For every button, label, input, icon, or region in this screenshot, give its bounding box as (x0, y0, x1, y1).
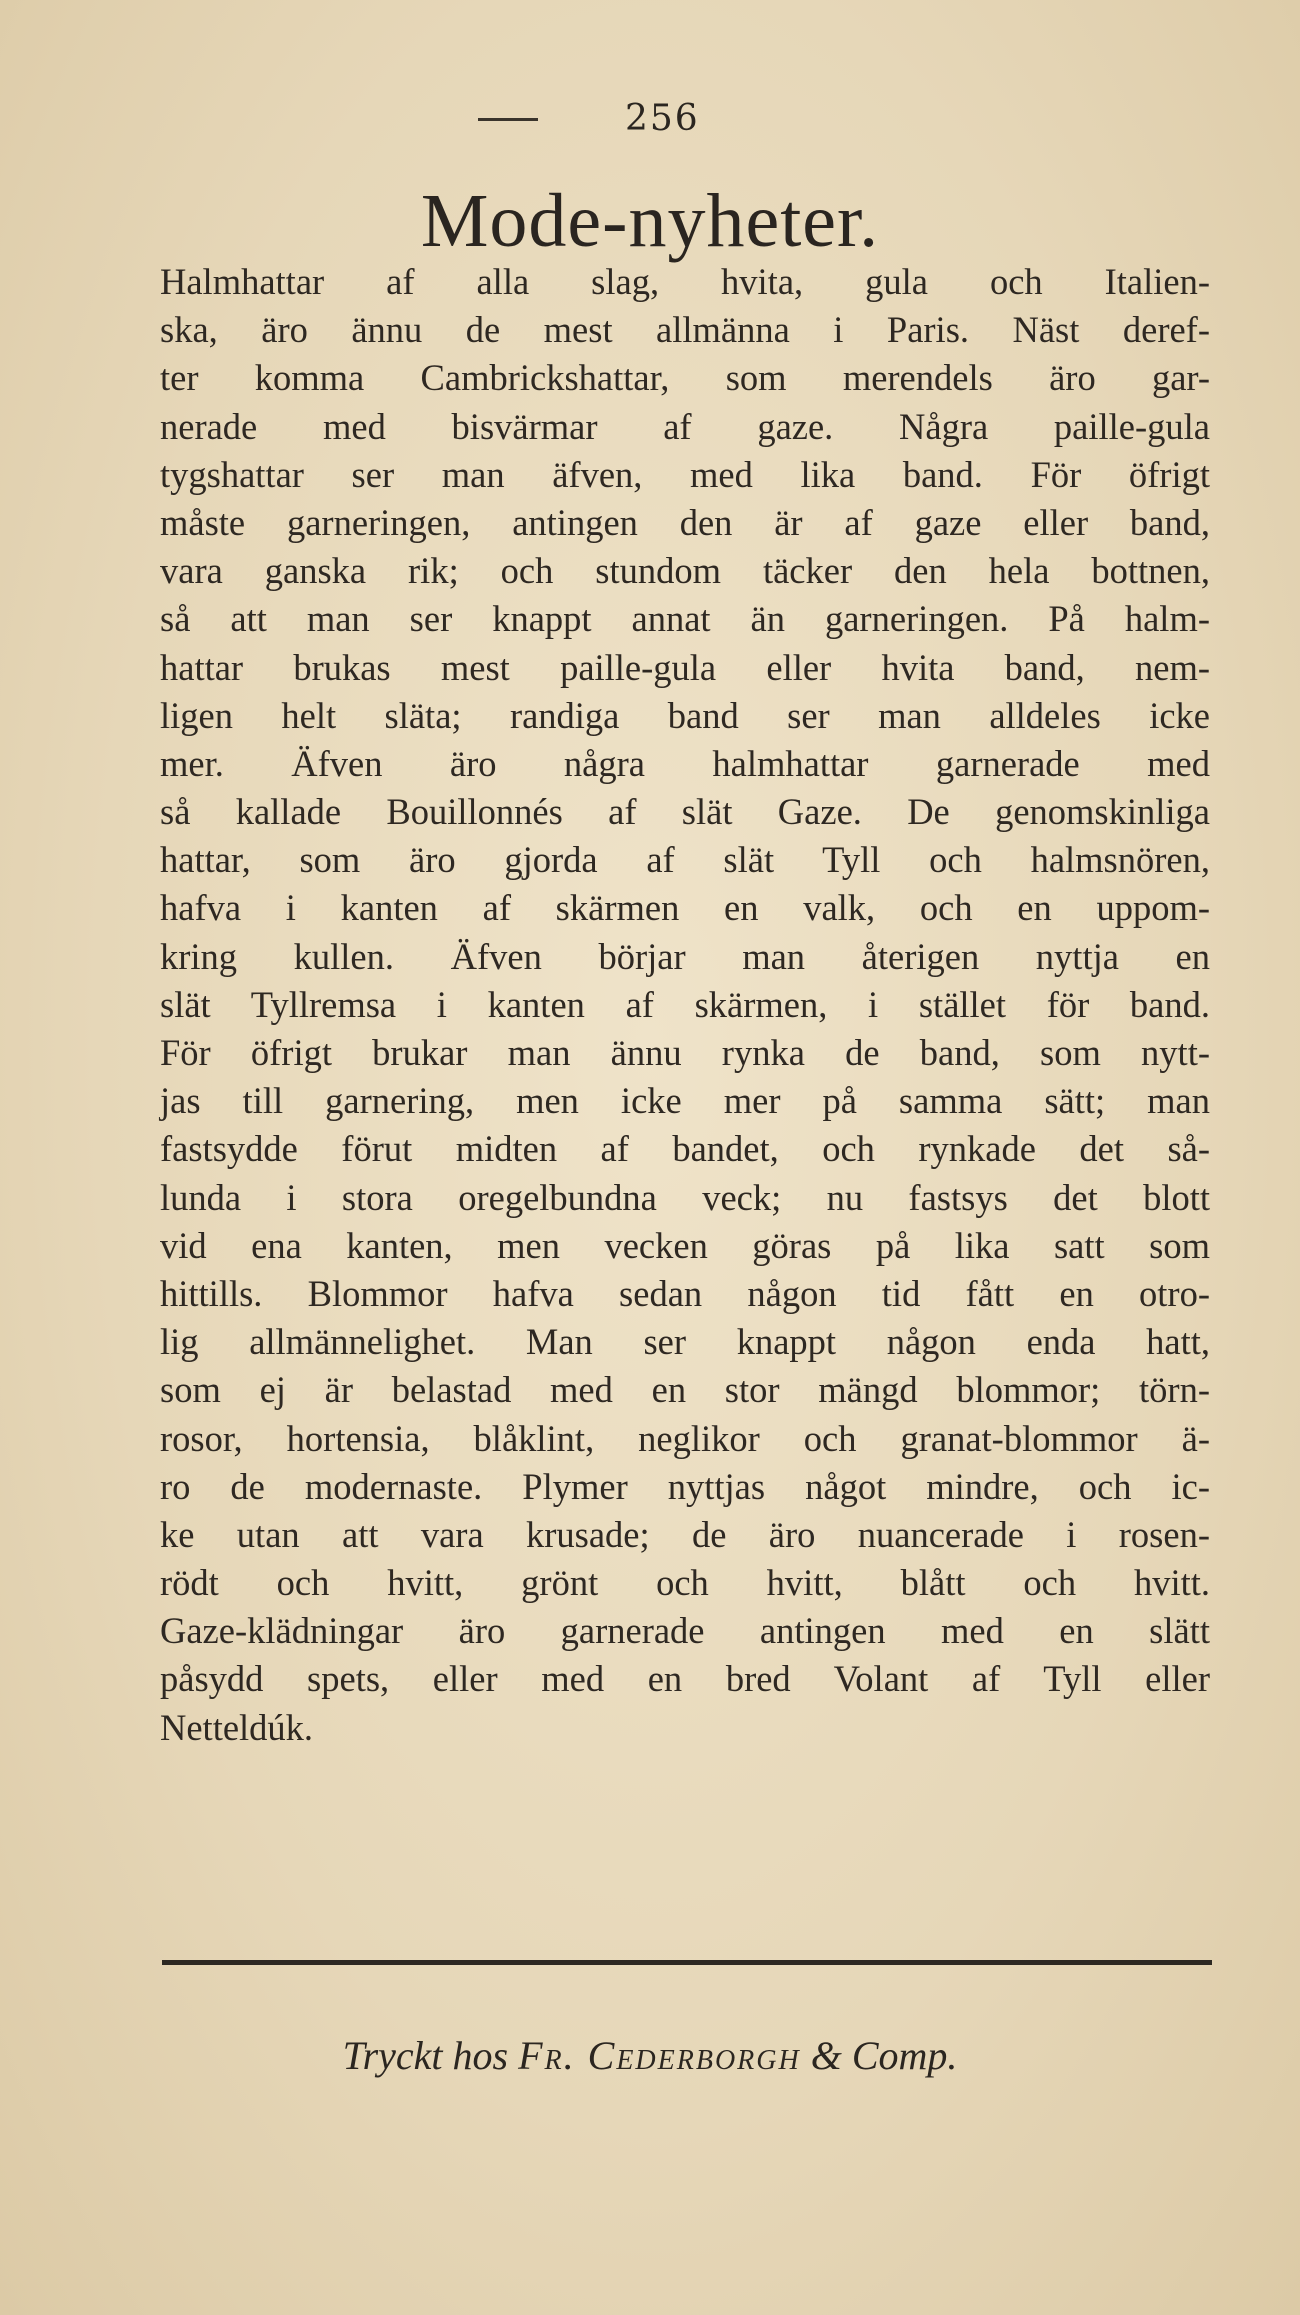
text-line: nerade med bisvärmar af gaze. Några paille-gula (160, 405, 1210, 447)
text-line: slät Tyllremsa i kanten af skärmen, i stället för band. (160, 983, 1210, 1025)
article-body (160, 258, 1210, 1752)
page-number: 256 (625, 98, 700, 139)
text-line: Halmhattar af alla slag, hvita, gula och Italien- (160, 261, 1210, 302)
text-line: som ej är belastad med en stor mängd blommor; törn- (160, 1369, 1210, 1411)
page-title: Mode-nyheter. (420, 179, 880, 263)
text-line: vid ena kanten, men vecken göras på lika satt som (160, 1224, 1210, 1266)
text-line: påsydd spets, eller med en bred Volant af Tyll eller (160, 1658, 1210, 1700)
text-line: mer. Äfven äro några halmhattar garnerade med (160, 742, 1210, 784)
text-line: lig allmännelighet. Man ser knappt någon enda hatt, (160, 1321, 1210, 1363)
text-line: ke utan att vara krusade; de äro nuancerade i rosen- (160, 1513, 1210, 1555)
footer-rule (162, 1960, 1212, 1965)
printer-imprint (0, 2032, 1300, 2079)
text-line: kring kullen. Äfven börjar man återigen nyttja en (160, 935, 1210, 977)
text-line: fastsydde förut midten af bandet, och rynkade det så- (160, 1128, 1210, 1170)
text-line: För öfrigt brukar man ännu rynka de band, som nytt- (160, 1032, 1210, 1073)
text-line: rödt och hvitt, grönt och hvitt, blått och hvitt. (160, 1562, 1210, 1604)
text-line: hafva i kanten af skärmen en valk, och en uppom- (160, 887, 1210, 929)
page-header (0, 98, 1300, 148)
text-line: hattar, som äro gjorda af slät Tyll och halmsnören, (160, 839, 1210, 881)
text-line: lunda i stora oregelbundna veck; nu fastsys det blott (160, 1176, 1210, 1218)
imprint-prefix: Tryckt hos (342, 2033, 509, 2078)
text-line: jas till garnering, men icke mer på samma sätt; man (160, 1080, 1210, 1122)
text-line: ter komma Cambrickshattar, som merendels äro gar- (160, 357, 1210, 399)
text-line: Gaze-klädningar äro garnerade antingen med en slätt (160, 1610, 1210, 1652)
text-line: så att man ser knappt annat än garneringen. På halm- (160, 598, 1210, 640)
text-line: ska, äro ännu de mest allmänna i Paris. Näst deref- (160, 309, 1210, 351)
text-line: hattar brukas mest paille-gula eller hvita band, nem- (160, 646, 1210, 688)
text-line: måste garneringen, antingen den är af gaze eller band, (160, 501, 1210, 543)
imprint-printer-name: Fr. Cederborgh (518, 2033, 801, 2078)
text-line: rosor, hortensia, blåklint, neglikor och granat-blommor ä- (160, 1417, 1210, 1459)
header-dash (478, 118, 538, 121)
text-line: ligen helt släta; randiga band ser man alldeles icke (160, 694, 1210, 736)
text-line: hittills. Blommor hafva sedan någon tid fått en otro- (160, 1272, 1210, 1314)
text-line: tygshattar ser man äfven, med lika band. För öfrigt (160, 453, 1210, 495)
text-line: vara ganska rik; och stundom täcker den hela bottnen, (160, 550, 1210, 592)
text-line: så kallade Bouillonnés af slät Gaze. De genomskinliga (160, 791, 1210, 833)
text-line: ro de modernaste. Plymer nyttjas något mindre, och ic- (160, 1465, 1210, 1507)
imprint-suffix: & Comp. (810, 2033, 958, 2078)
text-line: Netteldúk. (160, 1706, 314, 1748)
